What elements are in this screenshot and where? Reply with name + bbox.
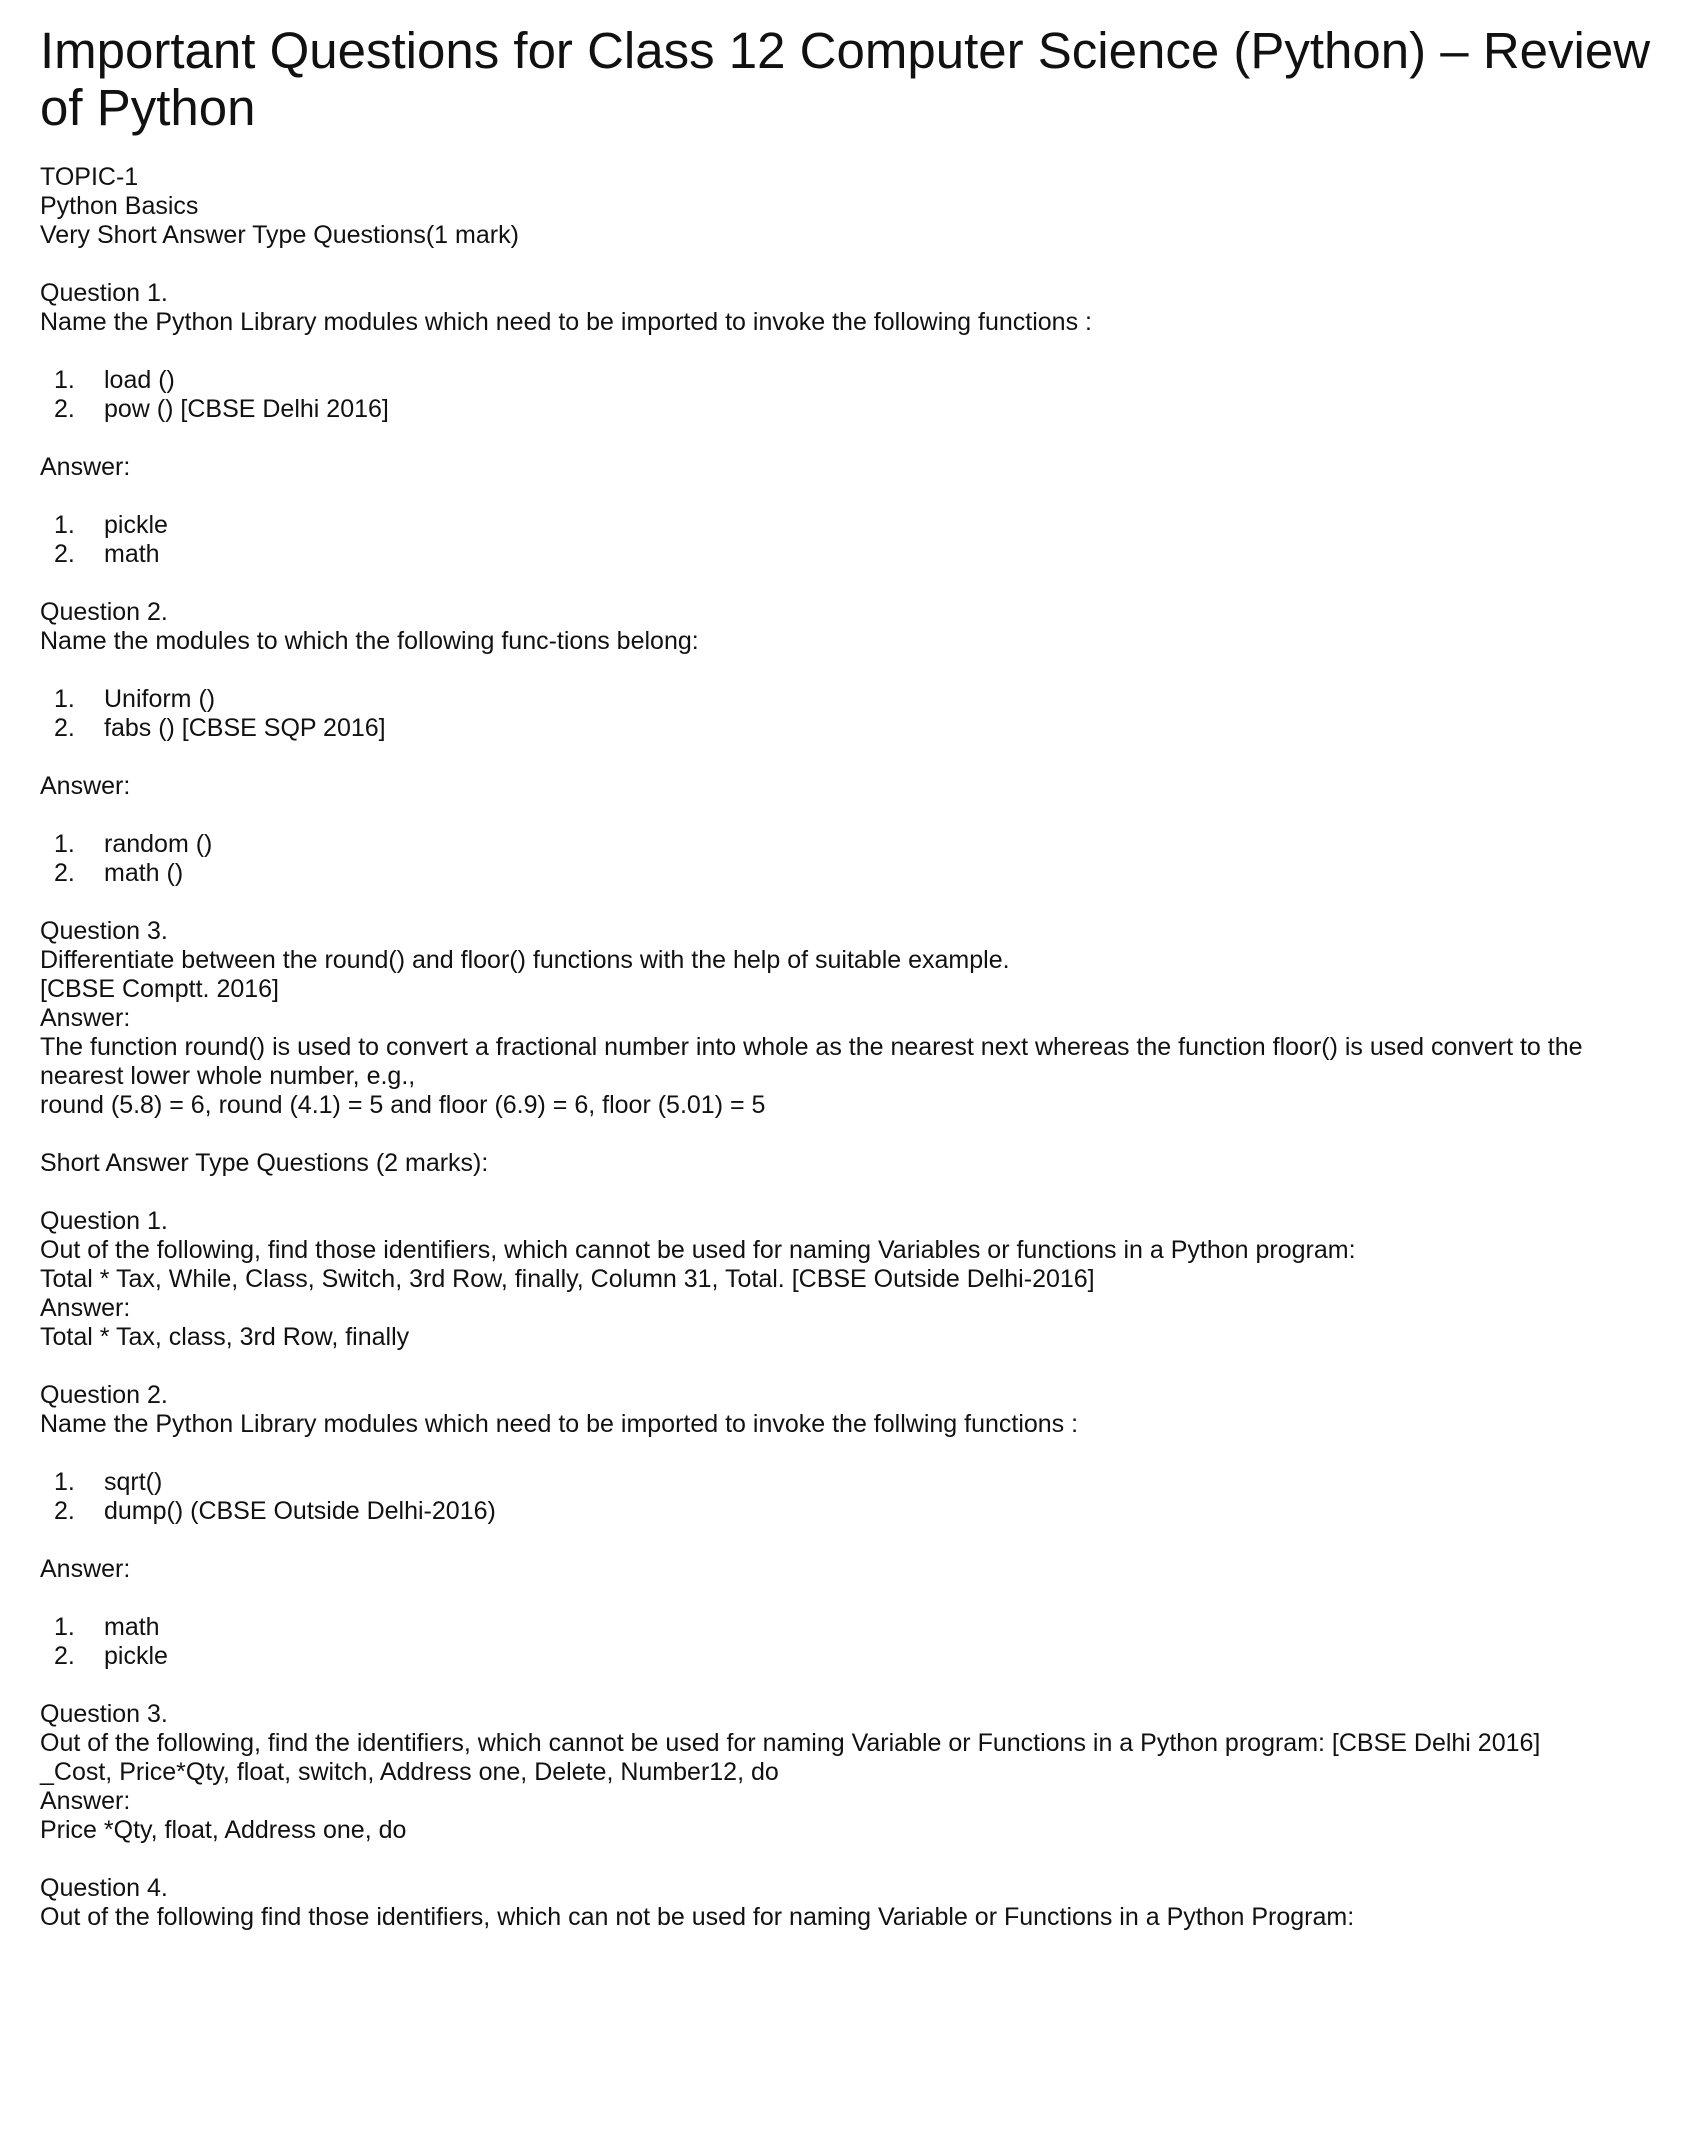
- answer-label: Answer:: [40, 1555, 131, 1583]
- answer-example: round (5.8) = 6, round (4.1) = 5 and floor (6.9) = 6, floor (5.01) = 5: [40, 1091, 766, 1119]
- answer-items: [40, 1613, 1665, 1671]
- answer-items: [40, 511, 1665, 569]
- list-item: 2. math (): [54, 859, 184, 887]
- answer-items: [40, 830, 1665, 888]
- answer-label: Answer:: [40, 453, 131, 481]
- list-item: 2. pow () [CBSE Delhi 2016]: [54, 395, 389, 423]
- question-number: Question 3.: [40, 1700, 168, 1728]
- question-text: Out of the following find those identifiers, which can not be used for naming Variable or Functions in a Python Program:: [40, 1903, 1355, 1931]
- question-text: Out of the following, find the identifiers, which cannot be used for naming Variable or Functions in a Python program: [CBSE Delhi 2016]: [40, 1729, 1541, 1757]
- list-item: 1. random (): [54, 830, 213, 858]
- question-reference: [CBSE Comptt. 2016]: [40, 975, 280, 1003]
- list-item: 2. pickle: [54, 1642, 168, 1670]
- question-text: Name the modules to which the following func-tions belong:: [40, 627, 699, 655]
- answer-text: Total * Tax, class, 3rd Row, finally: [40, 1323, 410, 1351]
- answer-label: Answer:: [40, 1787, 131, 1815]
- question-text: Differentiate between the round() and floor() functions with the help of suitable example.: [40, 946, 1010, 974]
- question-items: [40, 1468, 1665, 1526]
- question-number: Question 3.: [40, 917, 168, 945]
- question-number: Question 2.: [40, 598, 168, 626]
- list-item: 1. math: [54, 1613, 160, 1641]
- question-text: Name the Python Library modules which need to be imported to invoke the follwing functions :: [40, 1410, 1079, 1438]
- question-options: Total * Tax, While, Class, Switch, 3rd Row, finally, Column 31, Total. [CBSE Outside Delhi-2016]: [40, 1265, 1095, 1293]
- answer-text: Price *Qty, float, Address one, do: [40, 1816, 407, 1844]
- list-item: 2. fabs () [CBSE SQP 2016]: [54, 714, 386, 742]
- list-item: 1. sqrt(): [54, 1468, 163, 1496]
- section-heading-sa: Short Answer Type Questions (2 marks):: [40, 1149, 489, 1177]
- question-number: Question 1.: [40, 279, 168, 307]
- question-number: Question 4.: [40, 1874, 168, 1902]
- list-item: 1. Uniform (): [54, 685, 216, 713]
- question-items: [40, 366, 1665, 424]
- page-title: Important Questions for Class 12 Computer Science (Python) – Review of Python: [40, 22, 1651, 136]
- list-item: 2. math: [54, 540, 160, 568]
- answer-label: Answer:: [40, 772, 131, 800]
- question-number: Question 1.: [40, 1207, 168, 1235]
- topic-label: TOPIC-1: [40, 163, 139, 191]
- list-item: 1. load (): [54, 366, 175, 394]
- question-items: [40, 685, 1665, 743]
- document-page: [40, 22, 1665, 1932]
- answer-text: The function round() is used to convert a fractional number into whole as the nearest next whereas the function floor() is used convert to the nearest lower whole number, e.g.,: [40, 1033, 1590, 1090]
- answer-label: Answer:: [40, 1294, 131, 1322]
- section-heading-vsa: Very Short Answer Type Questions(1 mark): [40, 221, 519, 249]
- question-options: _Cost, Price*Qty, float, switch, Address one, Delete, Number12, do: [40, 1758, 779, 1786]
- topic-name: Python Basics: [40, 192, 199, 220]
- list-item: 2. dump() (CBSE Outside Delhi-2016): [54, 1497, 496, 1525]
- answer-label: Answer:: [40, 1004, 131, 1032]
- question-text: Out of the following, find those identifiers, which cannot be used for naming Variables or functions in a Python program:: [40, 1236, 1356, 1264]
- question-number: Question 2.: [40, 1381, 168, 1409]
- question-text: Name the Python Library modules which need to be imported to invoke the following functions :: [40, 308, 1092, 336]
- list-item: 1. pickle: [54, 511, 168, 539]
